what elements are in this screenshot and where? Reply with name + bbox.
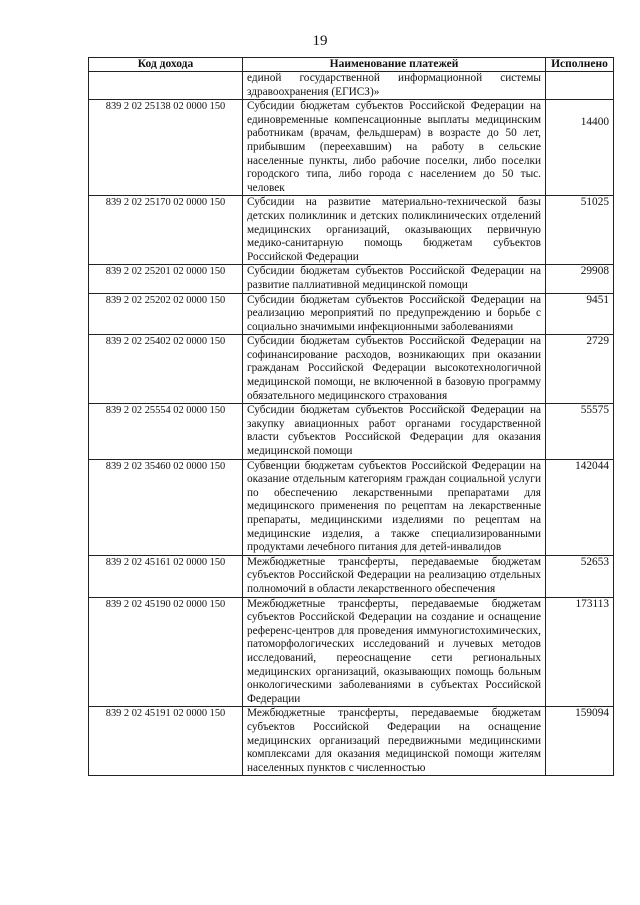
page-number: 19 — [312, 33, 328, 49]
header-name: Наименование платежей — [243, 58, 546, 72]
payment-name-cell: Субсидии бюджетам субъектов Российской Федерации на реализацию мероприятий по предупреждению и борьбе с социально значимыми инфекционными заболеваниями — [243, 293, 546, 335]
continuation-amount-cell — [546, 72, 614, 100]
payment-name-cell: Субсидии на развитие материально-технической базы детских поликлиник и детских поликлинических отделений медицинских организаций, оказывающих первичную медико-санитарную помощь бюджетам субъектов Российской Федерации — [243, 196, 546, 265]
table-row — [89, 265, 614, 293]
table-row — [89, 293, 614, 335]
table-row — [89, 404, 614, 459]
payment-name-cell: Субвенции бюджетам субъектов Российской Федерации на оказание отдельным категориям граждан социальной услуги по обеспечению лекарственными препаратами для медицинского применения по рецептам на лекарственные препараты, медицинскими изделиями по рецептам на медицинские изделия, а также специализированными продуктами лечебного питания для детей-инвалидов — [243, 459, 546, 555]
payment-name-cell: Субсидии бюджетам субъектов Российской Федерации на единовременные компенсационные выплаты медицинским работникам (врачам, фельдшерам) в возрасте до 50 лет, прибывшим (переехавшим) на работу в сельские населенные пункты, либо рабочие поселки, либо поселки городского типа, либо города с населением до 50 тыс. человек — [243, 100, 546, 196]
payment-name-cell: Субсидии бюджетам субъектов Российской Федерации на софинансирование расходов, возникающих при оказании гражданам Российской Федерации высокотехнологичной медицинской помощи, не включенной в базовую программу обязательного медицинского страхования — [243, 335, 546, 404]
income-code-cell: 839 2 02 35460 02 0000 150 — [89, 459, 243, 555]
income-code-cell: 839 2 02 45161 02 0000 150 — [89, 555, 243, 597]
executed-amount-cell: 159094 — [546, 707, 614, 776]
income-code-cell: 839 2 02 25170 02 0000 150 — [89, 196, 243, 265]
executed-amount-cell: 55575 — [546, 404, 614, 459]
income-code-cell: 839 2 02 25138 02 0000 150 — [89, 100, 243, 196]
income-code-cell: 839 2 02 25202 02 0000 150 — [89, 293, 243, 335]
executed-amount-cell: 142044 — [546, 459, 614, 555]
income-code-cell: 839 2 02 45190 02 0000 150 — [89, 597, 243, 707]
executed-amount-cell: 29908 — [546, 265, 614, 293]
income-code-cell: 839 2 02 25554 02 0000 150 — [89, 404, 243, 459]
payment-name-cell: Межбюджетные трансферты, передаваемые бюджетам субъектов Российской Федерации на создание и оснащение референс-центров для проведения иммуногистохимических, патоморфологических исследований и лучевых методов исследований, переоснащение сети региональных медицинских организаций, оказывающих помощь больным онкологическими заболеваниями в субъектах Российской Федерации — [243, 597, 546, 707]
executed-amount-cell: 51025 — [546, 196, 614, 265]
income-table — [88, 57, 614, 776]
executed-amount-cell: 9451 — [546, 293, 614, 335]
executed-amount-cell: 52653 — [546, 555, 614, 597]
payment-name-cell: Межбюджетные трансферты, передаваемые бюджетам субъектов Российской Федерации на оснащение медицинских организаций передвижными медицинскими комплексами для оказания медицинской помощи жителям населенных пунктов с численностью — [243, 707, 546, 776]
table-body — [89, 72, 614, 776]
table-row — [89, 707, 614, 776]
continuation-code-cell — [89, 72, 243, 100]
table-row — [89, 597, 614, 707]
table-row — [89, 335, 614, 404]
header-code: Код дохода — [89, 58, 243, 72]
table-row — [89, 196, 614, 265]
executed-amount-cell: 173113 — [546, 597, 614, 707]
table-row — [89, 100, 614, 196]
table-row — [89, 555, 614, 597]
header-amount: Исполнено — [546, 58, 614, 72]
income-code-cell: 839 2 02 25201 02 0000 150 — [89, 265, 243, 293]
continuation-name-cell: единой государственной информационной системы здравоохранения (ЕГИСЗ)» — [243, 72, 546, 100]
income-code-cell: 839 2 02 25402 02 0000 150 — [89, 335, 243, 404]
payment-name-cell: Субсидии бюджетам субъектов Российской Федерации на закупку авиационных работ органами государственной власти субъектов Российской Федерации для оказания медицинской помощи — [243, 404, 546, 459]
table-row — [89, 459, 614, 555]
executed-amount-cell: 14400 — [546, 100, 614, 196]
payment-name-cell: Межбюджетные трансферты, передаваемые бюджетам субъектов Российской Федерации на реализацию отдельных полномочий в области лекарственного обеспечения — [243, 555, 546, 597]
table-row-continuation — [89, 72, 614, 100]
payment-name-cell: Субсидии бюджетам субъектов Российской Федерации на развитие паллиативной медицинской помощи — [243, 265, 546, 293]
table-header-row — [89, 58, 614, 72]
executed-amount-cell: 2729 — [546, 335, 614, 404]
income-code-cell: 839 2 02 45191 02 0000 150 — [89, 707, 243, 776]
